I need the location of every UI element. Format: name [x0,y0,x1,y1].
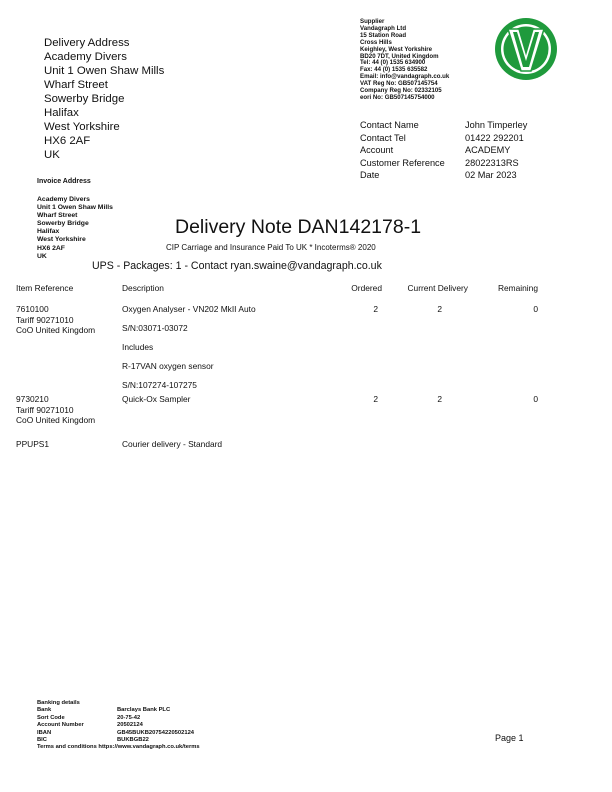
delivery-address-line: Sowerby Bridge [44,93,125,105]
description-cell [122,300,256,395]
vandagraph-v-logo-icon [494,17,558,81]
table-row [16,304,546,390]
column-header-ordered: Ordered [351,283,382,293]
delivery-address-line: Wharf Street [44,79,108,91]
supplier-line: VAT Reg No: GB507145754 [360,80,438,88]
bank-value: 20502124 [117,722,143,729]
items-table-header [16,283,546,295]
contact-row [360,132,527,145]
contact-value: 28022313RS [465,157,519,168]
supplier-line: eori No: GB507145754000 [360,93,435,101]
bank-value: 20-75-42 [117,714,141,721]
banking-heading: Banking details [37,700,80,706]
logo-graphic [494,17,558,81]
description-line: Quick-Ox Sampler [122,394,191,404]
contact-row [360,169,527,182]
bank-label: Sort Code [37,714,65,721]
supplier-line: BD20 7DT, United Kingdom [360,52,439,60]
banking-details [37,700,200,752]
table-row [16,439,546,453]
description-line: Includes [122,342,154,352]
bank-value: GB45BUKB20754220502124 [117,729,195,736]
description-line: Courier delivery - Standard [122,439,223,449]
invoice-address-line: UK [37,252,47,260]
bank-label: Bank [37,707,52,714]
contact-label: Date [360,170,380,181]
supplier-line: 15 Station Road [360,31,407,39]
contact-value: John Timperley [465,120,528,130]
item-code: PPUPS1 [16,439,50,449]
remaining-qty: 0 [533,304,538,314]
column-header-current-delivery: Current Delivery [407,283,468,293]
item-reference-cell [16,304,95,336]
invoice-address-heading: Invoice Address [37,178,91,185]
supplier-heading: Supplier [360,18,385,25]
bank-value: Barclays Bank PLC [117,707,171,714]
supplier-line: Tel: 44 (0) 1535 634900 [360,59,426,67]
contact-value: 01422 292201 [465,132,524,143]
description-line: S/N:03071-03072 [122,323,188,333]
item-code: 9730210 [16,394,49,404]
supplier-line: Keighley, West Yorkshire [360,45,433,53]
bank-row [37,715,200,722]
terms-link[interactable]: Terms and conditions https://www.vandagraph.co.uk/terms [37,744,200,751]
country-of-origin: CoO United Kingdom [16,415,96,425]
ordered-qty: 2 [373,394,378,404]
column-header-item-reference: Item Reference [16,283,74,293]
contact-details [360,119,527,182]
bank-row [37,730,200,737]
supplier-line: Vandagraph Ltd [360,24,407,32]
invoice-address [37,196,113,261]
table-row [16,394,546,426]
tariff-code: Tariff 90271010 [16,404,74,415]
item-reference-cell [16,394,95,426]
bank-label: BIC [37,737,47,744]
delivery-address-heading: Delivery Address [44,37,130,49]
bank-row [37,737,200,744]
page-number: Page 1 [495,733,524,743]
ordered-qty: 2 [373,304,378,314]
delivery-address-line: UK [44,149,60,161]
contact-row [360,119,527,132]
bank-label: Account Number [37,722,84,729]
contact-label: Account [360,145,394,156]
delivery-address-line: West Yorkshire [44,121,120,133]
item-reference-cell [16,439,49,450]
delivery-address-line: HX6 2AF [44,135,91,147]
supplier-line: Email: info@vandagraph.co.uk [360,73,450,81]
delivery-address-line: Halifax [44,107,79,119]
page-title: Delivery Note DAN142178-1 [175,216,422,238]
contact-row [360,144,527,157]
invoice-address-line: Halifax [37,228,60,236]
bank-label: IBAN [37,729,52,736]
invoice-address-line: Wharf Street [37,212,78,220]
description-cell [122,435,222,454]
tariff-code: Tariff 90271010 [16,314,74,325]
contact-label: Contact Tel [360,132,406,143]
invoice-address-line: West Yorkshire [37,236,86,244]
contact-label: Customer Reference [360,157,445,168]
supplier-details [360,19,449,102]
item-code: 7610100 [16,304,49,314]
delivery-address-line: Academy Divers [44,51,127,63]
column-header-remaining: Remaining [497,283,538,293]
column-header-description: Description [122,283,164,293]
delivery-address [44,36,164,162]
description-line: S/N:107274-107275 [122,380,197,390]
shipping-line: UPS - Packages: 1 - Contact ryan.swaine@vandagraph.co.uk [92,260,382,272]
description-cell [122,390,190,409]
remaining-qty: 0 [533,394,538,404]
country-of-origin: CoO United Kingdom [16,325,96,335]
current-delivery-qty: 2 [437,304,442,314]
invoice-address-line: HX6 2AF [37,244,65,252]
invoice-address-line: Unit 1 Owen Shaw Mills [37,204,113,212]
incoterms-line: CIP Carriage and Insurance Paid To UK * Incoterms® 2020 [166,243,376,252]
supplier-line: Fax: 44 (0) 1535 635582 [360,66,428,74]
invoice-address-line: Sowerby Bridge [37,220,89,228]
current-delivery-qty: 2 [437,394,442,404]
bank-row [37,722,200,729]
delivery-address-line: Unit 1 Owen Shaw Mills [44,65,165,77]
contact-value: ACADEMY [465,145,511,156]
invoice-address-line: Academy Divers [37,196,90,203]
bank-row [37,707,200,714]
bank-value: BUKBGB22 [117,737,149,744]
description-line: R-17VAN oxygen sensor [122,361,214,371]
supplier-line: Company Reg No: 02332105 [360,87,442,95]
contact-label: Contact Name [360,120,419,130]
supplier-line: Cross Hills [360,38,392,46]
description-line: Oxygen Analyser - VN202 MkII Auto [122,304,256,314]
contact-row [360,157,527,170]
contact-value: 02 Mar 2023 [465,170,517,181]
